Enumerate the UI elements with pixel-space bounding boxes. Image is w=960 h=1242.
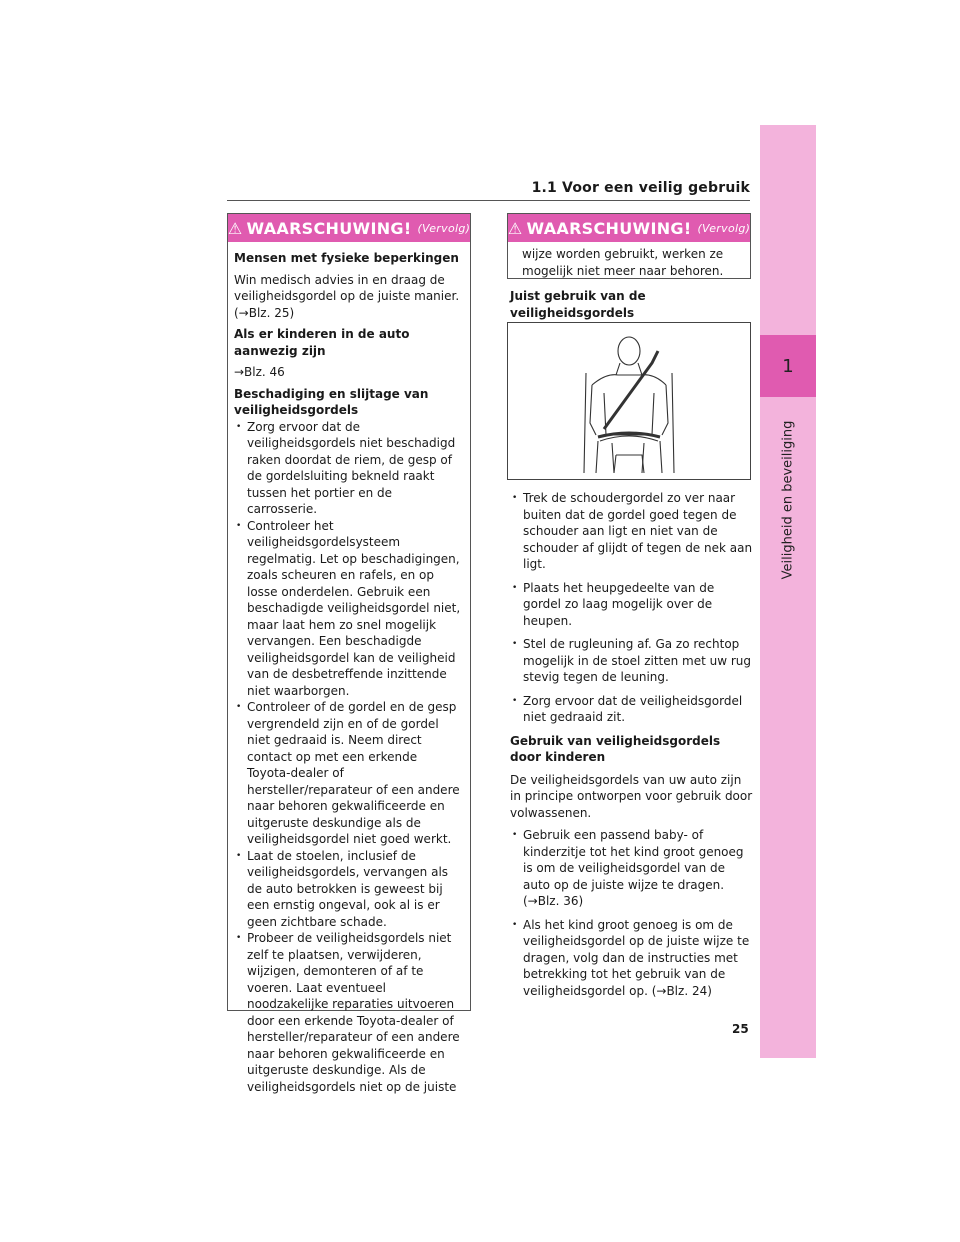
- right-content: [510, 490, 754, 1006]
- warning-heading: Als er kinderen in de auto aanwezig zijn: [234, 327, 410, 358]
- seatbelt-illustration: [507, 322, 751, 480]
- warning-header: [508, 214, 750, 242]
- warning-triangle-icon: ⚠: [507, 218, 523, 238]
- warning-triangle-icon: ⚠: [227, 218, 243, 238]
- section-heading: Juist gebruik van de veiligheidsgordels: [510, 289, 646, 320]
- chapter-number: 1: [760, 335, 816, 397]
- warning-bullet-list: [234, 419, 462, 1096]
- list-item: • Zorg ervoor dat de veiligheidsgordel niet gedraaid zit.: [510, 693, 754, 726]
- page-number: 25: [732, 1022, 749, 1036]
- warning-box-left: [227, 213, 471, 1094]
- list-item: • Laat de stoelen, inclusief de veiligheidsgordels, vervangen als de auto betrokken is geweest bij een ernstig ongeval, ook al is er geen zichtbare schade.: [234, 848, 462, 931]
- warning-body: [228, 242, 470, 1103]
- list-item: • Plaats het heupgedeelte van de gordel zo laag mogelijk over de heupen.: [510, 580, 754, 630]
- paragraph: De veiligheidsgordels van uw auto zijn in principe ontworpen voor gebruik door volwassenen.: [510, 772, 753, 820]
- list-item: • Probeer de veiligheidsgordels niet zelf te plaatsen, verwijderen, wijzigen, demonteren of af te voeren. Laat eventueel noodzakelijke reparaties uitvoeren door een erkende Toyota-dealer of hersteller/reparateur of een andere naar behoren gekwalificeerde en uitgeruste deskundige. Als de veiligheidsgordels niet op de juiste: [234, 930, 462, 1095]
- list-item: • Controleer het veiligheidsgordelsysteem regelmatig. Let op beschadigingen, zoals scheuren en rafels, en op losse onderdelen. Gebruik een beschadigde veiligheidsgordel niet, maar laat hem zo snel mogelijk vervangen. Een beschadigde veiligheidsgordel kan de veiligheid van de desbetreffende inzittende niet waarborgen.: [234, 518, 462, 700]
- list-item: • Controleer of de gordel en de gesp vergrendeld zijn en of de gordel niet gedraaid is. Neem direct contact op met een erkende Toyota-dealer of hersteller/reparateur of een andere naar behoren gekwalificeerde en uitgeruste deskundige als de veiligheidsgordel niet goed werkt.: [234, 699, 462, 848]
- chapter-label: Veiligheid en beveiliging: [780, 420, 796, 580]
- warning-box-right: [507, 213, 751, 279]
- list-item: • Gebruik een passend baby- of kinderzitje tot het kind groot genoeg is om de veiligheidsgordel van de auto op de juiste wijze te dragen. (→Blz. 36): [510, 827, 754, 910]
- children-bullet-list: [510, 827, 754, 999]
- chapter-side-tab: [760, 125, 816, 1058]
- warning-heading: Mensen met fysieke beperkingen: [234, 251, 459, 265]
- warning-text: wijze worden gebruikt, werken ze mogelijk niet meer naar behoren.: [522, 247, 724, 278]
- section-title: 1.1 Voor een veilig gebruik: [531, 180, 750, 196]
- seated-person-illustration: [508, 323, 750, 479]
- list-item: • Stel de rugleuning af. Ga zo rechtop mogelijk in de stoel zitten met uw rug stevig tegen de leuning.: [510, 636, 754, 686]
- header-divider: [227, 200, 750, 201]
- warning-header: [228, 214, 470, 242]
- warning-continued: (Vervolg): [417, 221, 471, 235]
- warning-heading: Beschadiging en slijtage van veiligheidsgordels: [234, 386, 429, 417]
- warning-body: [508, 242, 750, 292]
- warning-text: →Blz. 46: [234, 365, 285, 379]
- warning-title: WAARSCHUWING!: [246, 218, 412, 238]
- warning-title: WAARSCHUWING!: [526, 218, 692, 238]
- list-item: • Trek de schoudergordel zo ver naar buiten dat de gordel goed tegen de schouder aan ligt en niet van de schouder af glijdt of tegen de nek aan ligt.: [510, 490, 754, 573]
- warning-continued: (Vervolg): [697, 221, 751, 235]
- list-item: • Als het kind groot genoeg is om de veiligheidsgordel op de juiste wijze te dragen, volg dan de instructies met betrekking tot het gebruik van de veiligheidsgordel op. (→Blz. 24): [510, 917, 754, 1000]
- section-heading: Gebruik van veiligheidsgordels door kinderen: [510, 733, 721, 764]
- list-item: • Zorg ervoor dat de veiligheidsgordels niet beschadigd raken doordat de riem, de gesp of de gordelsluiting bekneld raakt tussen het portier en de carrosserie.: [234, 419, 462, 518]
- warning-text: Win medisch advies in en draag de veiligheidsgordel op de juiste manier. (→Blz. 25): [234, 272, 460, 320]
- usage-bullet-list: [510, 490, 754, 726]
